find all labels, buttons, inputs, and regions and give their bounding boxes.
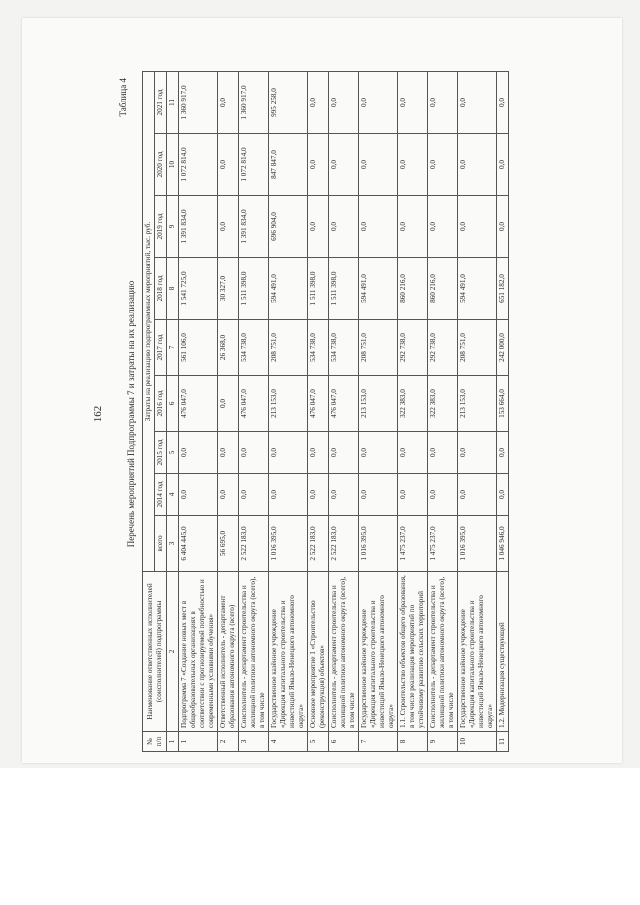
table-row	[458, 71, 497, 751]
row-name: 1.1. Строительство объектов общего образования, в том числе реализация мероприятий по устойчивому развитию сельских территорий	[398, 572, 428, 732]
column-index: 1	[167, 732, 179, 752]
row-name: Государственное казённое учреждение «Дирекция капитального строительства и инвестиций Ямало-Ненецкого автономного округа»	[269, 572, 308, 732]
column-index: 7	[167, 320, 179, 376]
row-name: Основное мероприятие 1 «Строительство (реконструкция) объектов»	[308, 572, 329, 732]
row-value: 0,0	[308, 432, 329, 474]
table-row	[497, 71, 509, 751]
row-value: 208 751,0	[359, 320, 398, 376]
row-value: 0,0	[239, 432, 269, 474]
row-value: 0,0	[308, 196, 329, 258]
row-number: 9	[428, 732, 458, 752]
column-index: 5	[167, 432, 179, 474]
row-value: 1 016 395,0	[458, 516, 497, 572]
row-value: 1 072 814,0	[239, 134, 269, 196]
row-value: 847 847,0	[269, 134, 308, 196]
column-index: 4	[167, 474, 179, 516]
row-value: 6 404 445,0	[179, 516, 218, 572]
row-value: 594 491,0	[359, 258, 398, 320]
header-year: 2018 год	[155, 258, 167, 320]
row-value: 1 391 834,0	[239, 196, 269, 258]
row-value: 1 046 946,0	[497, 516, 509, 572]
header-year: 2015 год	[155, 432, 167, 474]
row-value: 534 738,0	[329, 320, 359, 376]
row-value: 0,0	[308, 134, 329, 196]
row-value: 0,0	[269, 432, 308, 474]
row-value: 0,0	[308, 474, 329, 516]
table-label: Таблица 4	[118, 78, 128, 117]
row-value: 0,0	[398, 432, 428, 474]
row-value: 0,0	[359, 71, 398, 133]
row-number: 1	[179, 732, 218, 752]
column-index: 11	[167, 71, 179, 133]
column-index: 10	[167, 134, 179, 196]
column-index: 3	[167, 516, 179, 572]
row-value: 26 368,0	[218, 320, 239, 376]
row-value: 651 182,0	[497, 258, 509, 320]
row-value: 0,0	[497, 71, 509, 133]
table-row	[179, 71, 218, 751]
header-year: 2020 год	[155, 134, 167, 196]
row-value: 860 216,0	[398, 258, 428, 320]
table-row	[308, 71, 329, 751]
row-value: 213 153,0	[458, 376, 497, 432]
row-value: 0,0	[428, 134, 458, 196]
row-value: 476 047,0	[239, 376, 269, 432]
row-name: Ответственный исполнитель - департамент образования автономного округа (всего)	[218, 572, 239, 732]
row-value: 0,0	[398, 134, 428, 196]
row-value: 292 738,0	[398, 320, 428, 376]
row-value: 0,0	[359, 474, 398, 516]
row-value: 0,0	[497, 474, 509, 516]
row-value: 0,0	[428, 196, 458, 258]
table-row	[428, 71, 458, 751]
row-value: 1 511 398,0	[239, 258, 269, 320]
row-value: 0,0	[359, 432, 398, 474]
row-value: 208 751,0	[458, 320, 497, 376]
row-value: 1 511 398,0	[329, 258, 359, 320]
row-name: Государственное казённое учреждение «Дирекция капитального строительства и инвестиций Ямало-Ненецкого автономного округа»	[359, 572, 398, 732]
row-name: Соисполнитель - департамент строительства и жилищной политики автономного округа (всего), в том числе	[329, 572, 359, 732]
row-value: 0,0	[428, 71, 458, 133]
row-value: 213 153,0	[269, 376, 308, 432]
row-value: 0,0	[329, 474, 359, 516]
row-value: 0,0	[329, 196, 359, 258]
table-row	[398, 71, 428, 751]
table-row	[269, 71, 308, 751]
row-value: 561 106,0	[179, 320, 218, 376]
row-value: 0,0	[308, 71, 329, 133]
row-value: 0,0	[218, 432, 239, 474]
header-total: всего	[155, 516, 167, 572]
rotated-page-content	[82, 54, 602, 774]
measures-table	[142, 71, 509, 752]
row-value: 0,0	[218, 376, 239, 432]
row-value: 2 522 183,0	[329, 516, 359, 572]
row-value: 213 153,0	[359, 376, 398, 432]
row-number: 3	[239, 732, 269, 752]
row-value: 1 360 917,0	[239, 71, 269, 133]
row-value: 0,0	[497, 432, 509, 474]
row-number: 7	[359, 732, 398, 752]
row-value: 153 664,0	[497, 376, 509, 432]
row-name: 1.2. Модернизация существующей	[497, 572, 509, 732]
table-row	[329, 71, 359, 751]
row-value: 594 491,0	[458, 258, 497, 320]
row-value: 0,0	[428, 474, 458, 516]
row-value: 0,0	[458, 71, 497, 133]
header-year: 2016 год	[155, 376, 167, 432]
row-value: 0,0	[179, 474, 218, 516]
row-value: 1 475 237,0	[428, 516, 458, 572]
row-value: 1 360 917,0	[179, 71, 218, 133]
row-value: 2 522 183,0	[308, 516, 329, 572]
row-value: 476 047,0	[329, 376, 359, 432]
row-value: 322 383,0	[428, 376, 458, 432]
row-value: 594 491,0	[269, 258, 308, 320]
row-number: 4	[269, 732, 308, 752]
header-costs-group: Затраты на реализацию подпрограммных мероприятий, тыс. руб.	[143, 71, 155, 571]
row-value: 322 383,0	[398, 376, 428, 432]
row-value: 1 511 398,0	[308, 258, 329, 320]
row-value: 0,0	[458, 196, 497, 258]
row-value: 292 738,0	[428, 320, 458, 376]
column-index: 6	[167, 376, 179, 432]
row-value: 0,0	[458, 474, 497, 516]
header-year: 2021 год	[155, 71, 167, 133]
row-value: 534 738,0	[308, 320, 329, 376]
row-value: 1 072 814,0	[179, 134, 218, 196]
row-value: 0,0	[398, 196, 428, 258]
row-value: 0,0	[179, 432, 218, 474]
column-index: 8	[167, 258, 179, 320]
row-value: 534 738,0	[239, 320, 269, 376]
row-value: 56 695,0	[218, 516, 239, 572]
row-value: 995 258,0	[269, 71, 308, 133]
row-value: 0,0	[497, 134, 509, 196]
row-number: 8	[398, 732, 428, 752]
row-value: 0,0	[458, 432, 497, 474]
row-value: 0,0	[239, 474, 269, 516]
column-index: 9	[167, 196, 179, 258]
row-value: 30 327,0	[218, 258, 239, 320]
row-number: 10	[458, 732, 497, 752]
header-year: 2017 год	[155, 320, 167, 376]
row-value: 0,0	[329, 134, 359, 196]
row-number: 6	[329, 732, 359, 752]
row-value: 1 016 395,0	[269, 516, 308, 572]
document-sheet	[22, 18, 622, 763]
header-year: 2014 год	[155, 474, 167, 516]
header-num: № п/п	[143, 732, 167, 752]
row-value: 0,0	[218, 474, 239, 516]
column-index: 2	[167, 572, 179, 732]
row-value: 242 000,0	[497, 320, 509, 376]
row-value: 696 904,0	[269, 196, 308, 258]
row-value: 0,0	[329, 432, 359, 474]
row-value: 0,0	[359, 196, 398, 258]
row-value: 0,0	[218, 71, 239, 133]
row-name: Соисполнитель - департамент строительства и жилищной политики автономного округа (всего), в том числе	[428, 572, 458, 732]
row-value: 0,0	[269, 474, 308, 516]
table-body	[179, 71, 509, 751]
row-value: 476 047,0	[308, 376, 329, 432]
header-name: Наименование ответственных исполнителей (соисполнителей) подпрограммы	[143, 572, 167, 732]
row-number: 11	[497, 732, 509, 752]
row-value: 860 216,0	[428, 258, 458, 320]
row-value: 2 522 183,0	[239, 516, 269, 572]
row-value: 1 475 237,0	[398, 516, 428, 572]
row-name: Подпрограмма 7 «Создание новых мест в общеобразовательных организациях в соответствии с прогнозируемой потребностью и современными условиями обучения»	[179, 572, 218, 732]
row-value: 0,0	[428, 432, 458, 474]
table-heading: Перечень мероприятий Подпрограммы 7 и затраты на их реализацию	[126, 280, 136, 548]
row-value: 1 541 725,0	[179, 258, 218, 320]
row-value: 0,0	[458, 134, 497, 196]
row-name: Соисполнитель - департамент строительства и жилищной политики автономного округа (всего), в том числе	[239, 572, 269, 732]
row-value: 0,0	[398, 71, 428, 133]
row-number: 2	[218, 732, 239, 752]
table-row	[359, 71, 398, 751]
row-value: 0,0	[359, 134, 398, 196]
page-number: 162	[92, 405, 104, 423]
row-value: 0,0	[398, 474, 428, 516]
column-index-row	[167, 71, 179, 751]
table-row	[218, 71, 239, 751]
row-name: Государственное казённое учреждение «Дирекция капитального строительства и инвестиций Ямало-Ненецкого автономного округа»	[458, 572, 497, 732]
row-value: 0,0	[218, 196, 239, 258]
row-value: 0,0	[329, 71, 359, 133]
row-value: 1 016 395,0	[359, 516, 398, 572]
table-row	[239, 71, 269, 751]
row-value: 476 047,0	[179, 376, 218, 432]
row-value: 0,0	[218, 134, 239, 196]
row-value: 208 751,0	[269, 320, 308, 376]
row-number: 5	[308, 732, 329, 752]
row-value: 0,0	[497, 196, 509, 258]
header-year: 2019 год	[155, 196, 167, 258]
row-value: 1 391 834,0	[179, 196, 218, 258]
